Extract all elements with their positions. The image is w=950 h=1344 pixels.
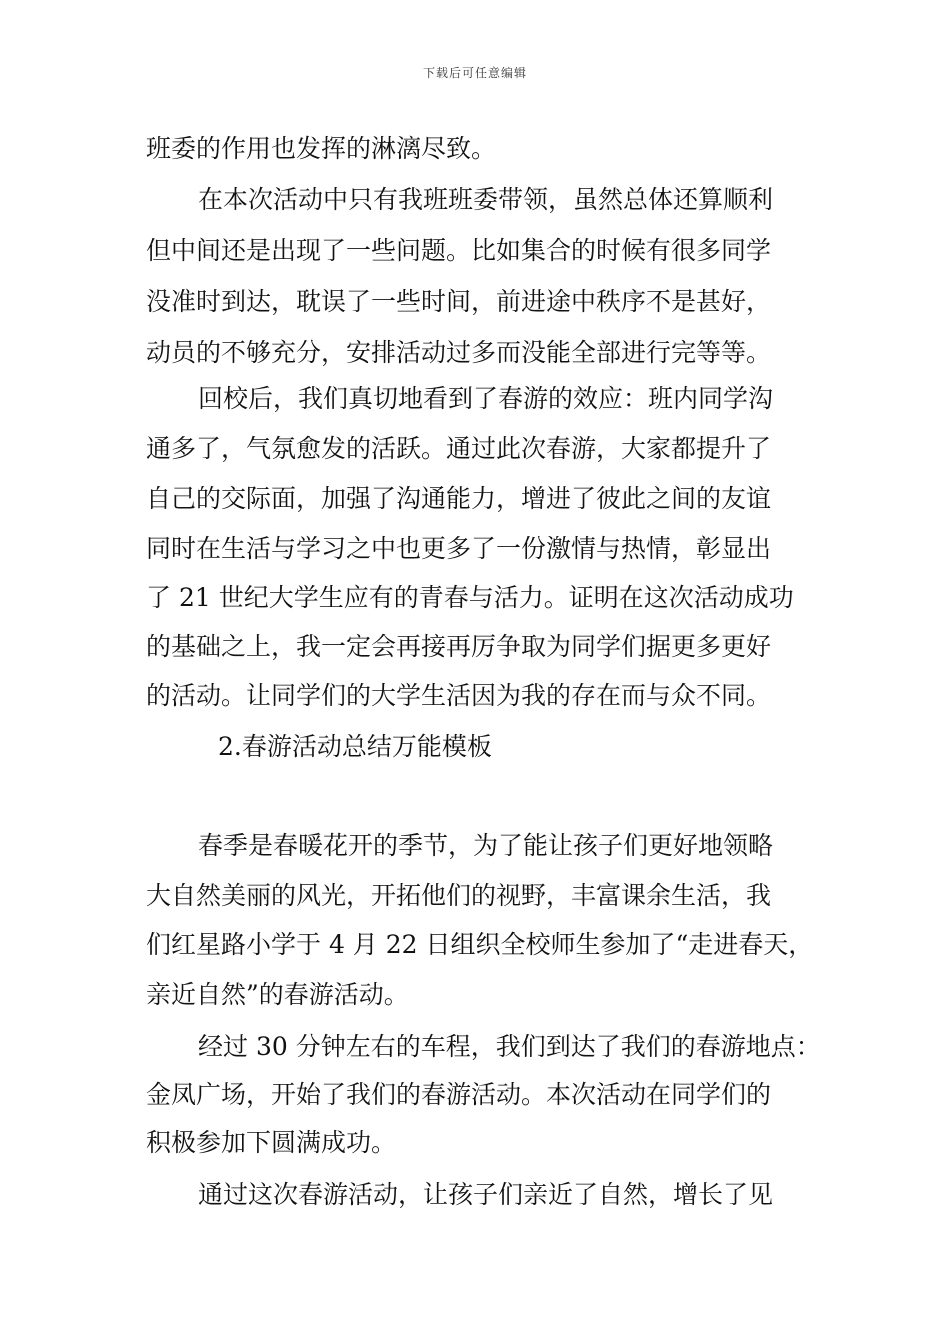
paragraph-line: 大自然美丽的风光，开拓他们的视野，丰富课余生活，我 (146, 881, 772, 910)
paragraph-line: 动员的不够充分，安排活动过多而没能全部进行完等等。 (146, 338, 772, 367)
paragraph-line: 春季是春暖花开的季节，为了能让孩子们更好地领略 (198, 831, 774, 860)
paragraph-line: 在本次活动中只有我班班委带领，虽然总体还算顺利 (198, 185, 774, 214)
paragraph-line: 金凤广场，开始了我们的春游活动。本次活动在同学们的 (146, 1080, 772, 1109)
paragraph-line: 自己的交际面，加强了沟通能力，增进了彼此之间的友谊 (146, 484, 772, 513)
paragraph-line: 同时在生活与学习之中也更多了一份激情与热情，彰显出 (146, 534, 772, 563)
paragraph-line: 的活动。让同学们的大学生活因为我的存在而与众不同。 (146, 681, 772, 710)
paragraph-line: 但中间还是出现了一些问题。比如集合的时候有很多同学 (146, 236, 772, 265)
paragraph-line: 经过 30 分钟左右的车程，我们到达了我们的春游地点： (198, 1032, 821, 1061)
paragraph-line: 回校后，我们真切地看到了春游的效应：班内同学沟 (198, 384, 774, 413)
paragraph-line: 班委的作用也发挥的淋漓尽致。 (146, 134, 497, 163)
paragraph-line: 亲近自然”的春游活动。 (146, 980, 409, 1009)
paragraph-line: 了 21 世纪大学生应有的青春与活力。证明在这次活动成功 (146, 583, 794, 612)
header-note: 下载后可任意编辑 (422, 66, 527, 80)
paragraph-line: 通过这次春游活动，让孩子们亲近了自然，增长了见 (198, 1180, 774, 1209)
paragraph-line: 没准时到达，耽误了一些时间，前进途中秩序不是甚好， (146, 287, 772, 316)
paragraph-line: 通多了，气氛愈发的活跃。通过此次春游，大家都提升了 (146, 434, 772, 463)
paragraph-line: 们红星路小学于 4 月 22 日组织全校师生参加了“走进春天， (146, 930, 814, 959)
section-heading: 2.春游活动总结万能模板 (218, 732, 492, 761)
paragraph-line: 积极参加下圆满成功。 (146, 1128, 397, 1157)
paragraph-line: 的基础之上，我一定会再接再厉争取为同学们据更多更好 (146, 632, 772, 661)
